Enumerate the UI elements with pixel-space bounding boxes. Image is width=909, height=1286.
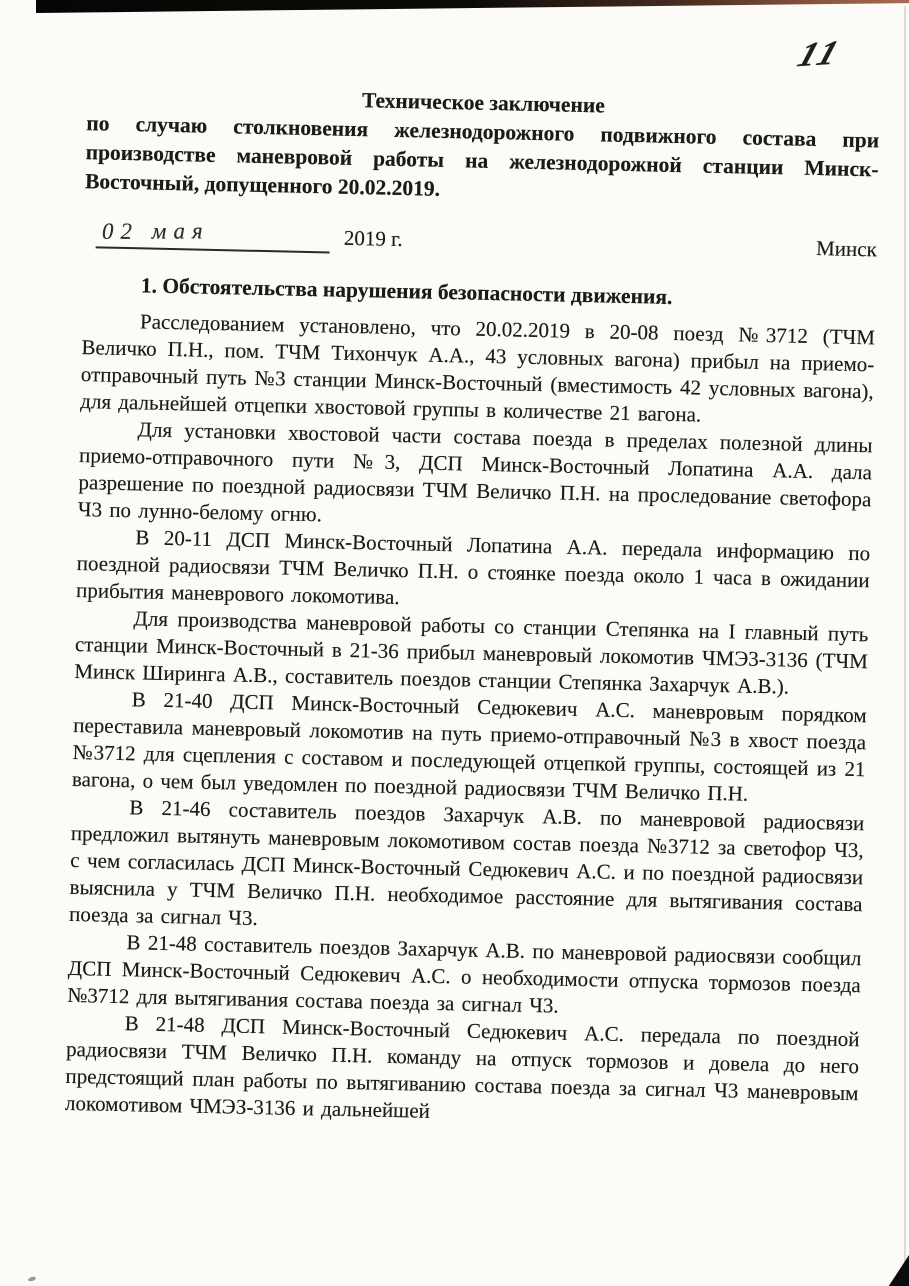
date-blank-underline (96, 217, 331, 253)
date-line (84, 212, 878, 265)
document-subtitle: по случаю столкновения железнодорожного подвижного состава при производстве маневровой работы на железнодорожной станции Минск-Восточный, допущенного 20.02.2019. (84, 111, 880, 201)
scan-artifact-right-edge (904, 6, 906, 1286)
document-title: Техническое заключение (361, 88, 606, 118)
paragraph-20-11-info: В 20-11 ДСП Минск-Восточный Лопатина А.А. передала информацию по поездной радиосвязи ТЧМ Величко П.Н. о стоянке поезда около 1 часа в ожидании прибытия маневрового локомотива. (75, 525, 871, 610)
scan-artifact-top-edge (36, 0, 909, 13)
paragraph-21-48-brakes-release-need: В 21-48 составитель поездов Захарчук А.В. по маневровой радиосвязи сообщил ДСП Минск-Восточный Седюкевич А.С. о необходимости отпуска тормозов поезда №3712 для вытягивания состава поезда за сигнал Ч3. (67, 930, 862, 1018)
document-content (64, 33, 880, 1134)
scan-speck (28, 1276, 37, 1282)
paragraph-21-48-command: В 21-48 ДСП Минск-Восточный Седюкевич А.С. передала по поездной радиосвязи ТЧМ Величко П.Н. команду на отпуск тормозов и довела до него предстоящий план работы по вытягиванию состава поезда за сигнал Ч3 маневровым локомотивом ЧМЭЗ-3136 и дальнейшей (64, 1011, 860, 1123)
handwritten-date: 02 мая (101, 218, 210, 244)
paragraph-21-46-proposal: В 21-46 составитель поездов Захарчук А.В. по маневровой радиосвязи предложил вытянуть маневровым локомотивом состав поезда №3712 за светофор Ч3, с чем согласилась ДСП Минск-Восточный Седюкевич А.С. и по поездной радиосвязи выяснила у ТЧМ Величко П.Н. необходимое расстояние для вытягивания состава поезда за сигнал Ч3. (68, 795, 865, 931)
paragraph-tail-setup-permission: Для установки хвостовой части состава поезда в пределах полезной длины приемо-отправочного пути №3, ДСП Минск-Восточный Лопатина А.А. дала разрешение по поездной радиосвязи ТЧМ Величко П.Н. на проследование светофора Ч3 по лунно-белому огню. (77, 417, 873, 527)
city-label: Минск (815, 236, 878, 262)
paragraph-investigation-established: Расследованием установлено, что 20.02.2019 в 20-08 поезд №3712 (ТЧМ Величко П.Н., пом. ТЧМ Тихончук А.А., 43 условных вагона) прибыл на приемо-отправочный путь №3 станции Минск-Восточный (вместимость 42 условных вагона), для дальнейшей отцепки хвостовой группы в количестве 21 вагона. (80, 309, 876, 427)
section-1-heading: 1. Обстоятельства нарушения безопасности движения. (140, 273, 673, 309)
date-year: 2019 г. (343, 225, 403, 252)
paragraph-shunting-locomotive-arrival: Для производства маневровой работы со станции Степянка на I главный путь станции Минск-Восточный в 21-36 прибыл маневровый локомотив ЧМЭ3-3136 (ТЧМ Минск Ширинга А.В., составитель поездов станции Степянка Захарчук А.В.). (74, 606, 869, 699)
paragraph-21-40-recoupling: В 21-40 ДСП Минск-Восточный Седюкевич А.С. маневровым порядком переставила маневровый локомотив на путь приемо-отправочный №3 в хвост поезда №3712 для сцепления с составом и последующей отцепкой группы, состоящей из 21 вагона, о чем был уведомлен по поездной радиосвязи ТЧМ Величко П.Н. (71, 687, 867, 806)
handwritten-page-number: 11 (793, 33, 847, 75)
